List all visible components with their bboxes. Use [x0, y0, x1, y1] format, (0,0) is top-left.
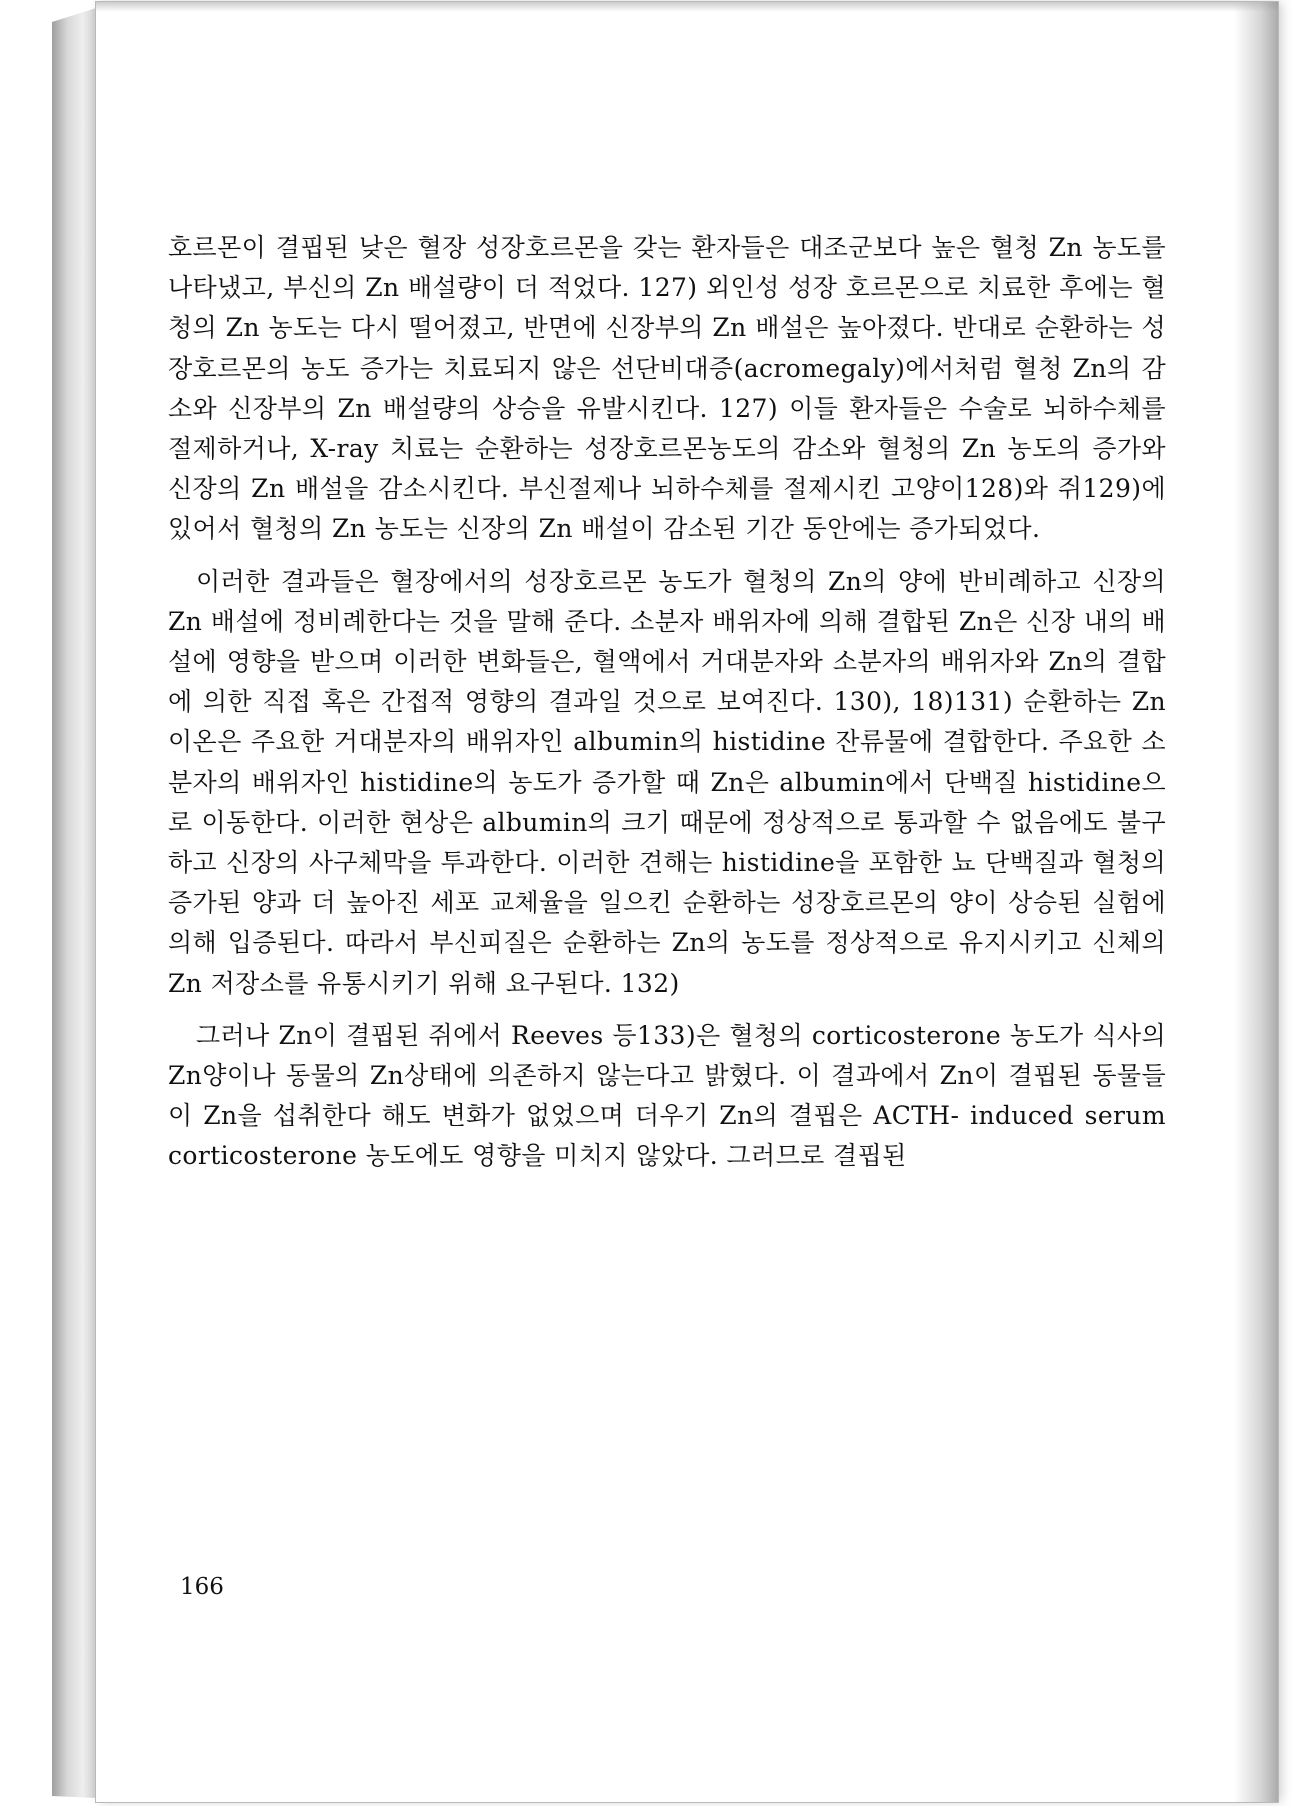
- paragraph-3: 그러나 Zn이 결핍된 쥐에서 Reeves 등133)은 혈청의 corticosterone 농도가 식사의 Zn양이나 동물의 Zn상태에 의존하지 않는다고 밝혔다. 이 결과에서 Zn이 결핍된 동물들이 Zn을 섭취한다 해도 변화가 없었으며 더우기 Zn의 결핍은 ACTH- induced serum corticosterone 농도에도 영향을 미치지 않았다. 그러므로 결핍된: [168, 1020, 1166, 1171]
- paragraph-2: 이러한 결과들은 혈장에서의 성장호르몬 농도가 혈청의 Zn의 양에 반비례하고 신장의 Zn 배설에 정비례한다는 것을 말해 준다. 소분자 배위자에 의해 결합된 Zn은 신장 내의 배설에 영향을 받으며 이러한 변화들은, 혈액에서 거대분자와 소분자의 배위자와 Zn의 결합에 의한 직접 혹은 간접적 영향의 결과일 것으로 보여진다. 130), 18)131) 순환하는 Zn 이온은 주요한 거대분자의 배위자인 albumin의 histidine 잔류물에 결합한다. 주요한 소분자의 배위자인 histidine의 농도가 증가할 때 Zn은 albumin에서 단백질 histidine으로 이동한다. 이러한 현상은 albumin의 크기 때문에 정상적으로 통과할 수 없음에도 불구하고 신장의 사구체막을 투과한다. 이러한 견해는 histidine을 포함한 뇨 단백질과 혈청의 증가된 양과 더 높아진 세포 교체율을 일으킨 순환하는 성장호르몬의 양이 상승된 실험에 의해 입증된다. 따라서 부신피질은 순환하는 Zn의 농도를 정상적으로 유지시키고 신체의 Zn 저장소를 유통시키기 위해 요구된다. 132): [168, 566, 1166, 998]
- page-right-shadow: [1234, 2, 1278, 1802]
- body-text: [168, 228, 1166, 1177]
- page-number: 166: [180, 1574, 224, 1600]
- page-top-shadow: [96, 2, 1278, 12]
- book-spine: [52, 8, 96, 1798]
- paragraph-1: 호르몬이 결핍된 낮은 혈장 성장호르몬을 갖는 환자들은 대조군보다 높은 혈청 Zn 농도를 나타냈고, 부신의 Zn 배설량이 더 적었다. 127) 외인성 성장 호르몬으로 치료한 후에는 혈청의 Zn 농도는 다시 떨어졌고, 반면에 신장부의 Zn 배설은 높아졌다. 반대로 순환하는 성장호르몬의 농도 증가는 치료되지 않은 선단비대증(acromegaly)에서처럼 혈청 Zn의 감소와 신장부의 Zn 배설량의 상승을 유발시킨다. 127) 이들 환자들은 수술로 뇌하수체를 절제하거나, X-ray 치료는 순환하는 성장호르몬농도의 감소와 혈청의 Zn 농도의 증가와 신장의 Zn 배설을 감소시킨다. 부신절제나 뇌하수체를 절제시킨 고양이128)와 쥐129)에 있어서 혈청의 Zn 농도는 신장의 Zn 배설이 감소된 기간 동안에는 증가되었다.: [168, 233, 1166, 544]
